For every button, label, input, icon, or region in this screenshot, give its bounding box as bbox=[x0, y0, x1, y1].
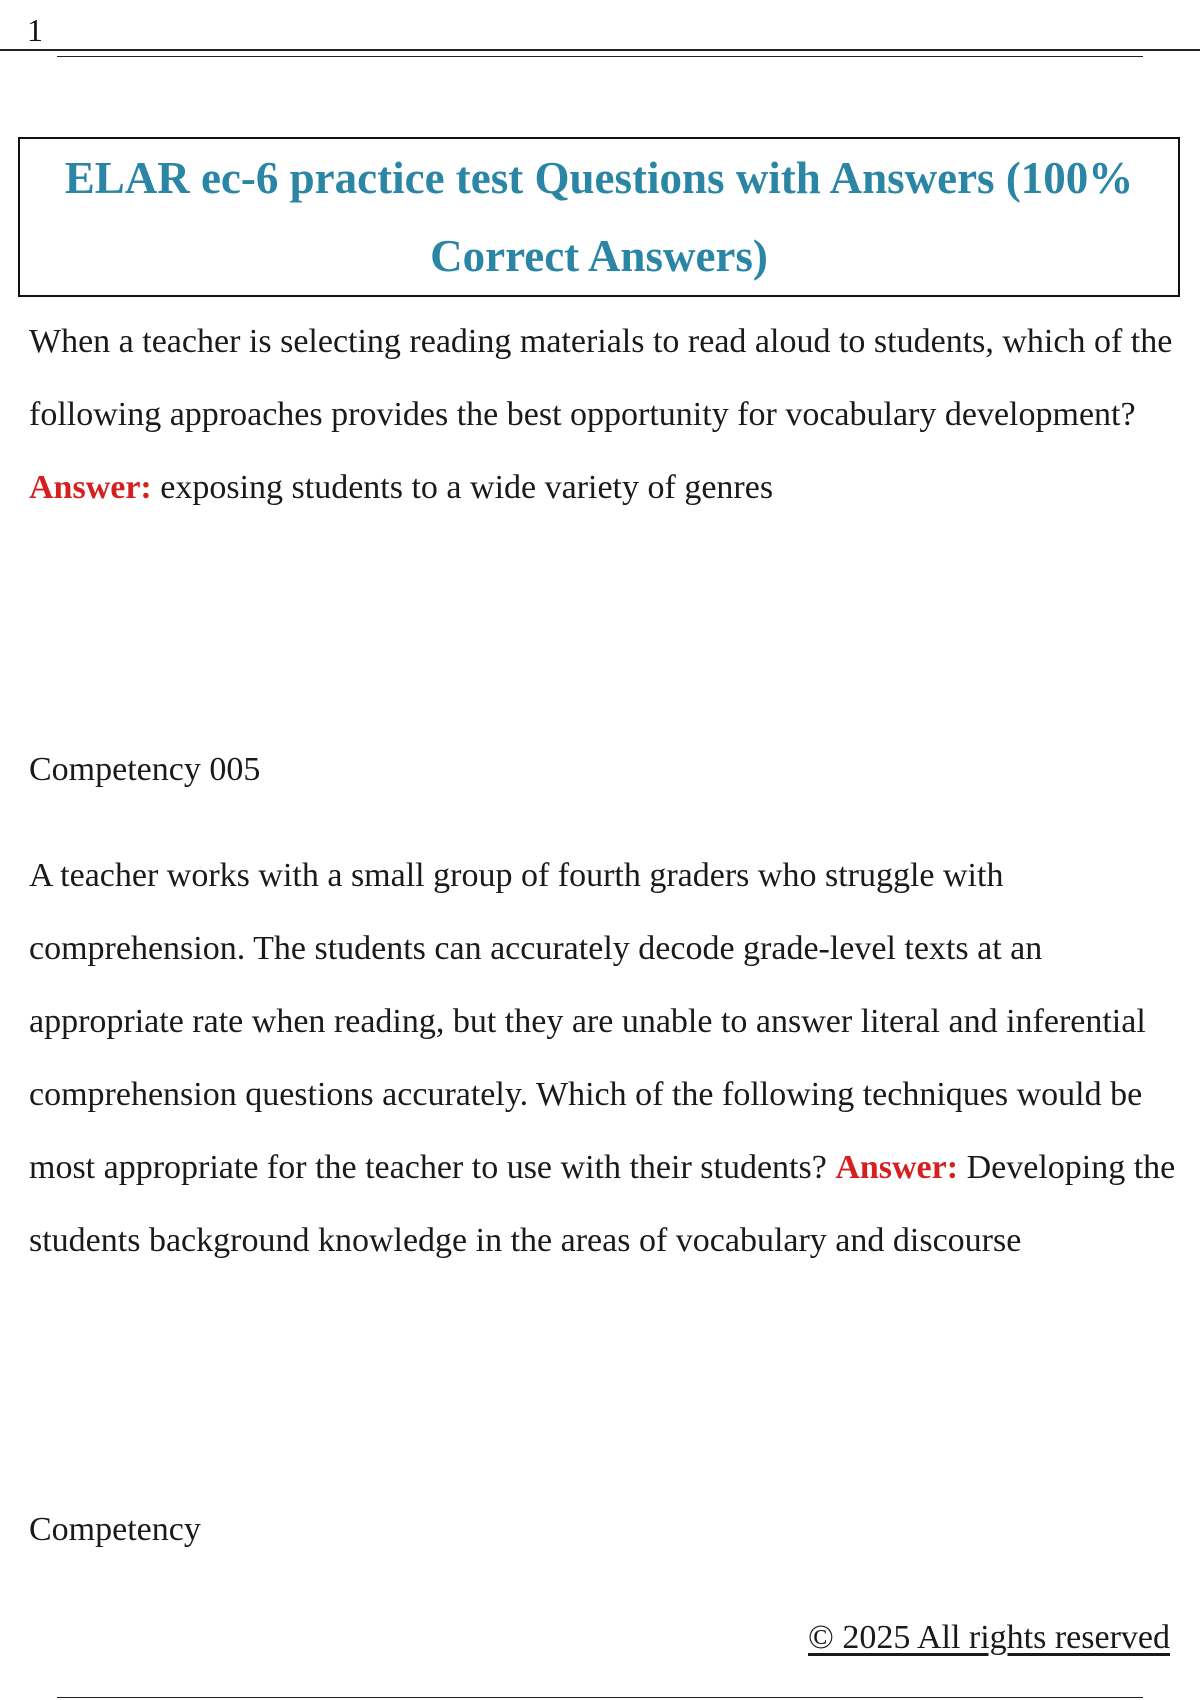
page-number: 1 bbox=[27, 12, 43, 48]
answer-label: Answer: bbox=[29, 469, 152, 506]
answer-label: Answer: bbox=[835, 1149, 959, 1186]
question-2-text: A teacher works with a small group of fourth graders who struggle with comprehension. The students can accurately decode grade-level texts at an appropriate rate when reading, but they are unable to answer literal and inferential comprehension questions accurately. Which of the following techniques would be most appropriate for the teacher to use with their students? bbox=[29, 857, 1146, 1186]
question-1 bbox=[29, 305, 1179, 524]
question-2 bbox=[29, 839, 1179, 1277]
document-title: ELAR ec-6 practice test Questions with Answers (100% Correct Answers) bbox=[64, 153, 1134, 281]
header-rule bbox=[0, 49, 1200, 51]
competency-heading: Competency 005 bbox=[29, 751, 261, 788]
copyright-notice: © 2025 All rights reserved bbox=[808, 1619, 1170, 1656]
competency-heading: Competency bbox=[29, 1511, 201, 1548]
footer-rule bbox=[57, 1697, 1143, 1698]
question-2-paragraph bbox=[29, 839, 1179, 1277]
question-1-paragraph bbox=[29, 305, 1179, 524]
header-rule-secondary bbox=[57, 56, 1143, 57]
title-box bbox=[18, 137, 1180, 297]
question-1-answer: exposing students to a wide variety of genres bbox=[160, 469, 774, 506]
question-2-answer: Developing the students background knowledge in the areas of vocabulary and discourse bbox=[29, 1149, 1176, 1259]
question-1-text: When a teacher is selecting reading materials to read aloud to students, which of the following approaches provides the best opportunity for vocabulary development? bbox=[29, 323, 1173, 433]
